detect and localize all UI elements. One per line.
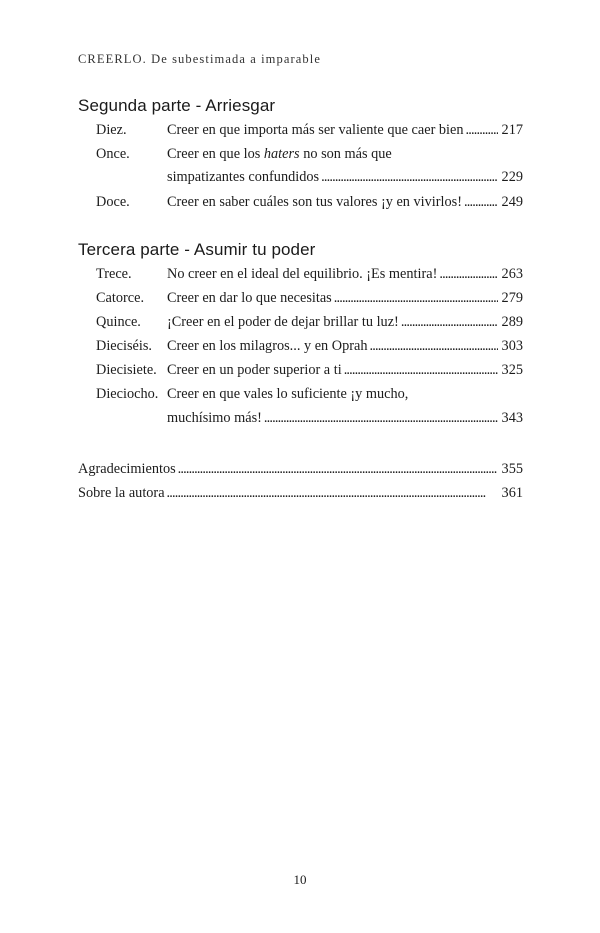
dot-leader: [178, 458, 498, 480]
chapter-page: 303: [501, 338, 523, 354]
dot-leader: [264, 407, 498, 429]
toc-entry-once[interactable]: [0, 143, 600, 165]
toc-entry-dieciseis[interactable]: [0, 335, 600, 357]
backmatter-page: 361: [501, 485, 523, 501]
chapter-title: Creer en que vales lo suficiente ¡y mucho,: [167, 386, 409, 402]
toc-entry-doce[interactable]: [0, 191, 600, 213]
backmatter-title: Agradecimientos: [78, 461, 176, 477]
dot-leader: [401, 311, 498, 333]
dot-leader: [321, 166, 497, 188]
toc-entry-catorce[interactable]: [0, 287, 600, 309]
chapter-number: Dieciocho.: [96, 386, 159, 402]
backmatter-page: 355: [501, 461, 523, 477]
chapter-page: 279: [501, 290, 523, 306]
toc-entry-sobre-la-autora[interactable]: [0, 482, 600, 504]
running-head: CREERLO. De subestimada a imparable: [78, 52, 321, 66]
dot-leader: [167, 482, 498, 504]
dot-leader: [464, 191, 498, 213]
chapter-number: Catorce.: [96, 290, 145, 306]
backmatter-title: Sobre la autora: [78, 485, 165, 501]
chapter-number: Dieciséis.: [96, 338, 152, 354]
chapter-page: 229: [501, 169, 523, 185]
toc-entry-trece[interactable]: [0, 263, 600, 285]
chapter-number: Trece.: [96, 266, 132, 282]
chapter-title: muchísimo más!: [167, 410, 262, 426]
chapter-number: Diez.: [96, 122, 127, 138]
toc-entry-once-cont[interactable]: [0, 166, 600, 188]
chapter-title: No creer en el ideal del equilibrio. ¡Es mentira!: [167, 266, 438, 282]
chapter-title-italic: haters: [263, 146, 300, 162]
chapter-title: Creer en que importa más ser valiente que caer bien: [167, 122, 464, 138]
chapter-title: ¡Creer en el poder de dejar brillar tu luz!: [167, 314, 399, 330]
chapter-title: Creer en dar lo que necesitas: [167, 290, 332, 306]
chapter-number: Quince.: [96, 314, 141, 330]
toc-entry-dieciocho-cont[interactable]: [0, 407, 600, 429]
chapter-title: Creer en un poder superior a ti: [167, 362, 342, 378]
dot-leader: [334, 287, 498, 309]
chapter-page: 325: [501, 362, 523, 378]
toc-entry-agradecimientos[interactable]: [0, 458, 600, 480]
chapter-title: Creer en los milagros... y en Oprah: [167, 338, 368, 354]
chapter-page: 263: [501, 266, 523, 282]
toc-entry-diecisiete[interactable]: [0, 359, 600, 381]
chapter-page: 217: [501, 122, 523, 138]
dot-leader: [466, 119, 498, 141]
chapter-page: 289: [501, 314, 523, 330]
chapter-page: 343: [501, 410, 523, 426]
part-title-segunda: Segunda parte - Arriesgar: [78, 96, 276, 115]
chapter-title: simpatizantes confundidos: [167, 169, 320, 185]
chapter-title: Creer en saber cuáles son tus valores ¡y en vivirlos!: [167, 194, 462, 210]
part-title-tercera: Tercera parte - Asumir tu poder: [78, 240, 316, 259]
page-number: 10: [293, 872, 307, 887]
toc-entry-diez[interactable]: [0, 119, 600, 141]
chapter-number: Diecisiete.: [96, 362, 157, 378]
dot-leader: [439, 263, 497, 285]
chapter-title: Creer en que los haters no son más que: [167, 146, 392, 162]
chapter-number: Once.: [96, 146, 130, 162]
chapter-number: Doce.: [96, 194, 130, 210]
dot-leader: [344, 359, 498, 381]
toc-entry-quince[interactable]: [0, 311, 600, 333]
dot-leader: [370, 335, 498, 357]
chapter-page: 249: [501, 194, 523, 210]
toc-entry-dieciocho[interactable]: [0, 383, 600, 405]
